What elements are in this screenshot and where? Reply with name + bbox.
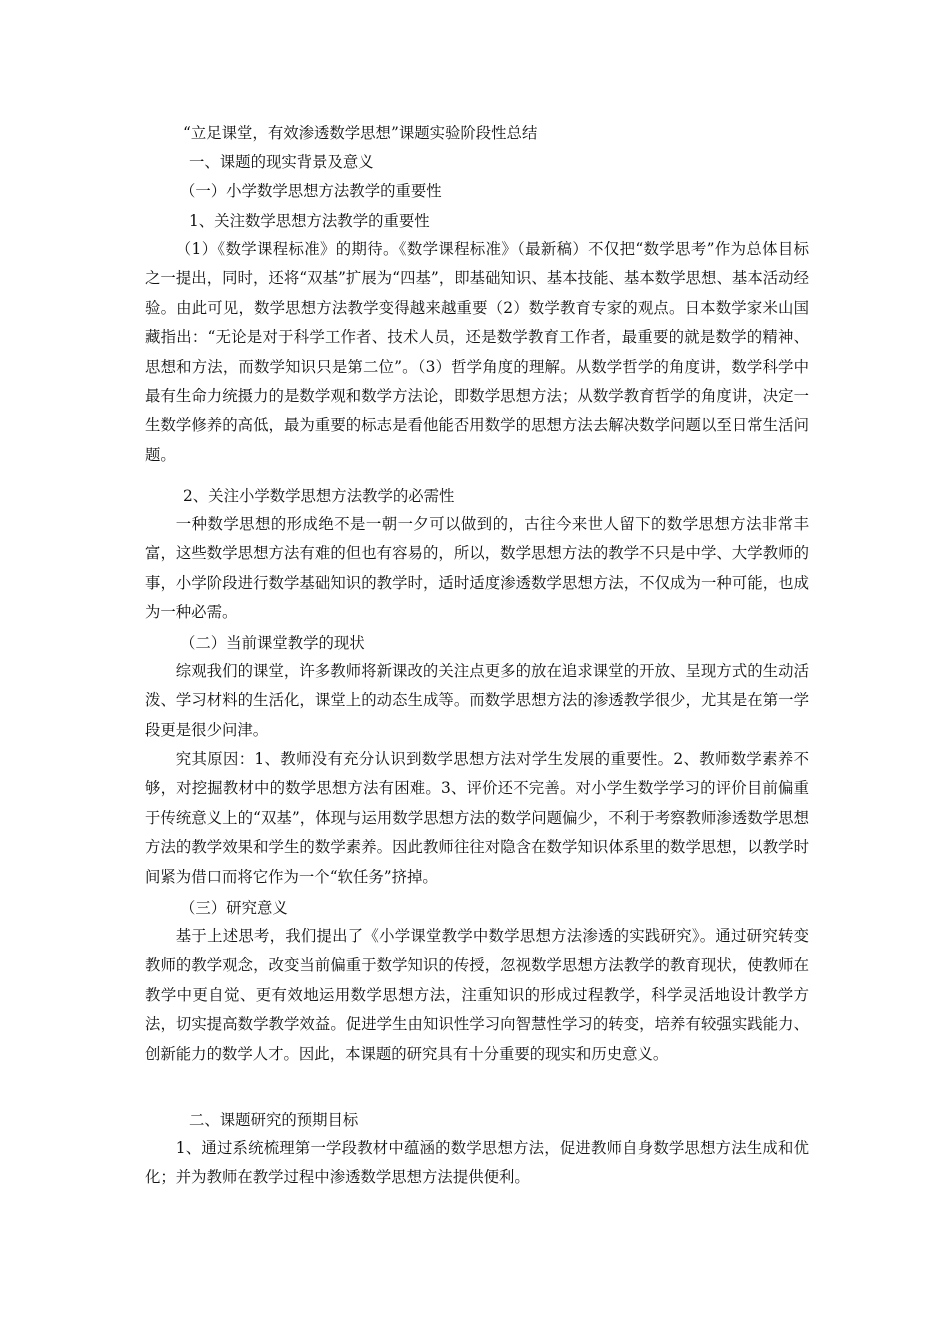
document-page bbox=[145, 0, 809, 1344]
subsection-heading-importance: （一）小学数学思想方法教学的重要性 bbox=[180, 182, 442, 200]
subsection-heading-status: （二）当前课堂教学的现状 bbox=[180, 634, 365, 652]
item-heading-necessity: 2、关注小学数学思想方法教学的必需性 bbox=[183, 487, 455, 505]
paragraph-reasons: 究其原因：1、教师没有充分认识到数学思想方法对学生发展的重要性。2、教师数学素养不够，对挖掘教材中的数学思想方法有困难。3、评价还不完善。对小学生数学学习的评价目前偏重于传统意义上的“双基”，体现与运用数学思想方法的数学问题偏少，不利于考察教师渗透数学思想方法的教学效果和学生的数学素养。因此教师往往对隐含在数学知识体系里的数学思想，以教学时间紧为借口而将它作为一个“软任务”挤掉。 bbox=[145, 750, 809, 886]
section-heading-background: 一、课题的现实背景及意义 bbox=[189, 153, 374, 171]
document-title: “立足课堂，有效渗透数学思想”课题实验阶段性总结 bbox=[183, 124, 538, 142]
section-heading-goals: 二、课题研究的预期目标 bbox=[189, 1111, 359, 1129]
paragraph-status: 综观我们的课堂，许多教师将新课改的关注点更多的放在追求课堂的开放、呈现方式的生动活泼、学习材料的生活化，课堂上的动态生成等。而数学思想方法的渗透教学很少，尤其是在第一学段更是很少问津。 bbox=[145, 662, 809, 739]
paragraph-necessity: 一种数学思想的形成绝不是一朝一夕可以做到的，古往今来世人留下的数学思想方法非常丰富，这些数学思想方法有难的但也有容易的，所以，数学思想方法的教学不只是中学、大学教师的事，小学阶段进行数学基础知识的教学时，适时适度渗透数学思想方法，不仅成为一种可能，也成为一种必需。 bbox=[145, 515, 809, 622]
paragraph-attention: （1）《数学课程标准》的期待。《数学课程标准》（最新稿）不仅把“数学思考”作为总体目标之一提出，同时，还将“双基”扩展为“四基”，即基础知识、基本技能、基本数学思想、基本活动经验。由此可见，数学思想方法教学变得越来越重要（2）数学教育专家的观点。日本数学家米山国藏指出：“无论是对于科学工作者、技术人员，还是数学教育工作者，最重要的就是数学的精神、思想和方法，而数学知识只是第二位”。（3）哲学角度的理解。从数学哲学的角度讲，数学科学中最有生命力统摄力的是数学观和数学方法论，即数学思想方法；从数学教育哲学的角度讲，决定一生数学修养的高低，最为重要的标志是看他能否用数学的思想方法去解决数学问题以至日常生活问题。 bbox=[145, 240, 809, 464]
paragraph-goal-1: 1、通过系统梳理第一学段教材中蕴涵的数学思想方法，促进教师自身数学思想方法生成和优化；并为教师在教学过程中渗透数学思想方法提供便利。 bbox=[145, 1139, 809, 1187]
item-heading-attention: 1、关注数学思想方法教学的重要性 bbox=[189, 212, 430, 230]
subsection-heading-significance: （三）研究意义 bbox=[180, 899, 288, 917]
paragraph-significance: 基于上述思考，我们提出了《小学课堂教学中数学思想方法渗透的实践研究》。通过研究转变教师的教学观念，改变当前偏重于数学知识的传授，忽视数学思想方法教学的教育现状，使教师在教学中更自觉、更有效地运用数学思想方法，注重知识的形成过程教学，科学灵活地设计教学方法，切实提高数学教学效益。促进学生由知识性学习向智慧性学习的转变，培养有较强实践能力、创新能力的数学人才。因此，本课题的研究具有十分重要的现实和历史意义。 bbox=[145, 927, 809, 1063]
